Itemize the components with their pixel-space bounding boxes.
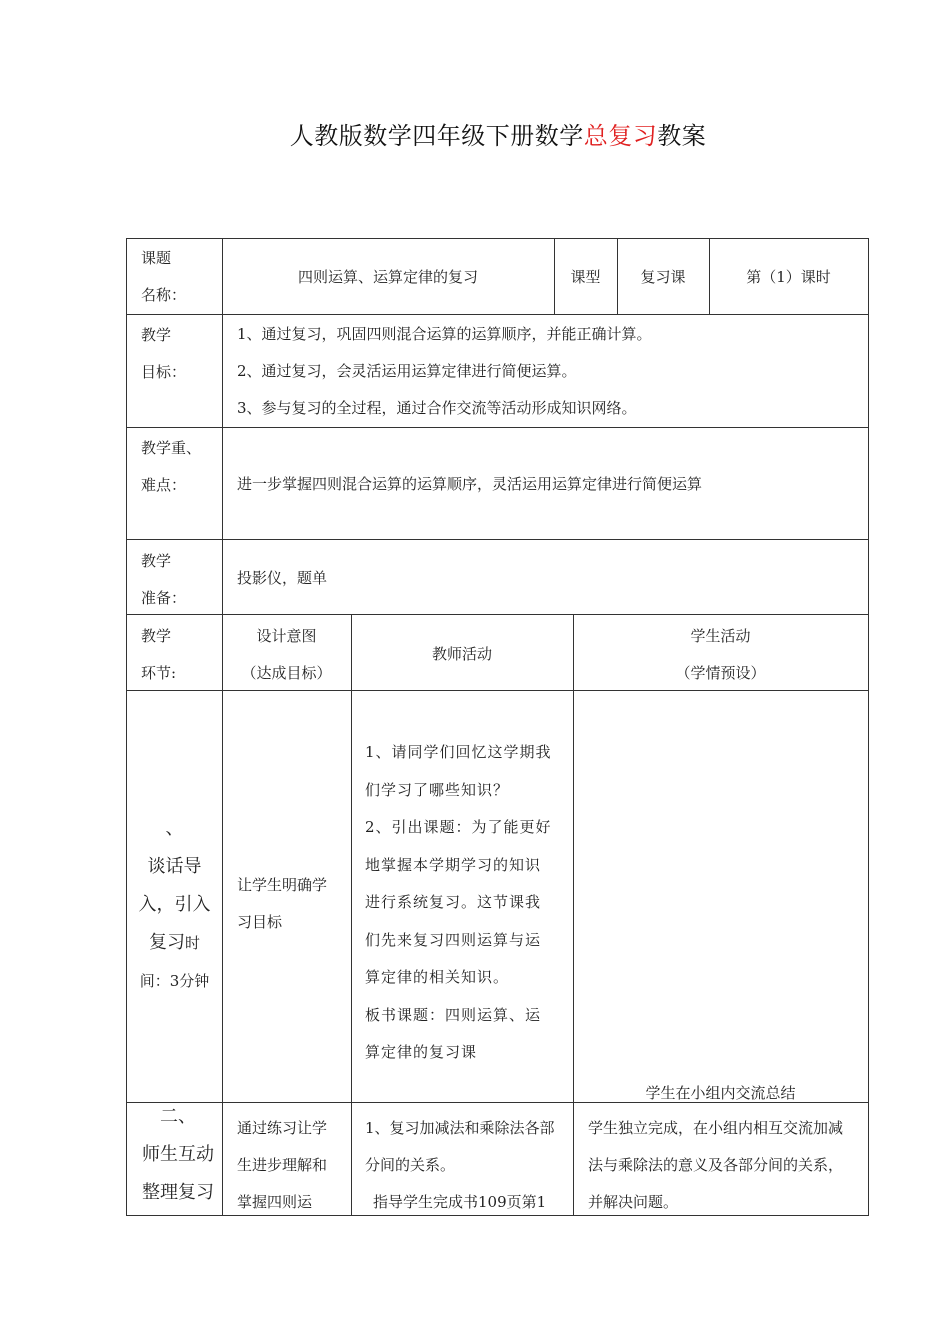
objective-item: 2、通过复习，会灵活运用运算定律进行简便运算。 [237, 362, 577, 380]
preparation-value: 投影仪，题单 [237, 569, 328, 587]
table-border [126, 238, 127, 1216]
table-border [573, 614, 574, 1216]
table-border [126, 539, 869, 540]
section1-student-activity: 学生在小组内交流总结 [645, 1084, 796, 1102]
topic-value: 四则运算、运算定律的复习 [297, 268, 478, 286]
section2-intent: 通过练习让学 生进步理解和 掌握四则运 [237, 1119, 328, 1211]
table-border [126, 614, 869, 615]
intent-column-header: 设计意图 （达成目标） [241, 627, 332, 682]
stage-column-header: 教学 环节: [141, 627, 177, 682]
table-border [351, 614, 352, 1216]
key-points-value: 进一步掌握四则混合运算的运算顺序，灵活运用运算定律进行简便运算 [237, 475, 703, 493]
title-suffix: 教案 [657, 122, 707, 150]
objective-item: 1、通过复习，巩固四则混合运算的运算顺序，并能正确计算。 [237, 325, 652, 343]
section1-stage: 、 谈话导 入，引入 复习时 间：3分钟 [138, 818, 211, 990]
lesson-type-value: 复习课 [640, 268, 686, 286]
student-column-header: 学生活动 （学情预设） [675, 627, 766, 682]
objective-item: 3、参与复习的全过程，通过合作交流等活动形成知识网络。 [237, 399, 637, 417]
preparation-label: 教学 准备： [141, 552, 187, 607]
lesson-type-label: 课型 [570, 268, 601, 286]
table-border [868, 238, 869, 1216]
objectives-label: 教学 目标： [141, 326, 187, 381]
page-title [0, 116, 950, 151]
section2-teacher-activity: 1、复习加减法和乘除法各部 分间的关系。 指导学生完成书109页第1 [365, 1119, 555, 1211]
section1-intent: 让学生明确学 习目标 [237, 876, 328, 931]
section2-stage: 二、 师生互动 整理复习 [142, 1106, 214, 1203]
table-border [222, 238, 223, 1216]
key-points-label: 教学重、 难点： [141, 439, 202, 494]
section1-teacher-activity: 1、请同学们回忆这学期我 们学习了哪些知识？ 2、引出课题：为了能更好 地掌握本学期学习的知识 进行系统复习。这节课我 们先来复习四则运算与运 算定律的相关知识。 板书课题：四则运算、运 算定律的复习课 [365, 743, 552, 1061]
section2-student-activity: 学生独立完成，在小组内相互交流加减 法与乘除法的意义及各部分间的关系， 并解决问题。 [588, 1119, 844, 1211]
table-border [126, 427, 869, 428]
title-prefix: 人教版数学四年级下册数学 [289, 122, 584, 150]
teacher-column-header: 教师活动 [431, 645, 492, 663]
lesson-period: 第（1）课时 [746, 268, 831, 286]
table-border [126, 238, 869, 239]
title-highlight: 总复习 [583, 122, 658, 150]
objectives-list [237, 316, 857, 427]
topic-label: 课题 名称： [141, 249, 187, 304]
table-border [126, 314, 869, 315]
